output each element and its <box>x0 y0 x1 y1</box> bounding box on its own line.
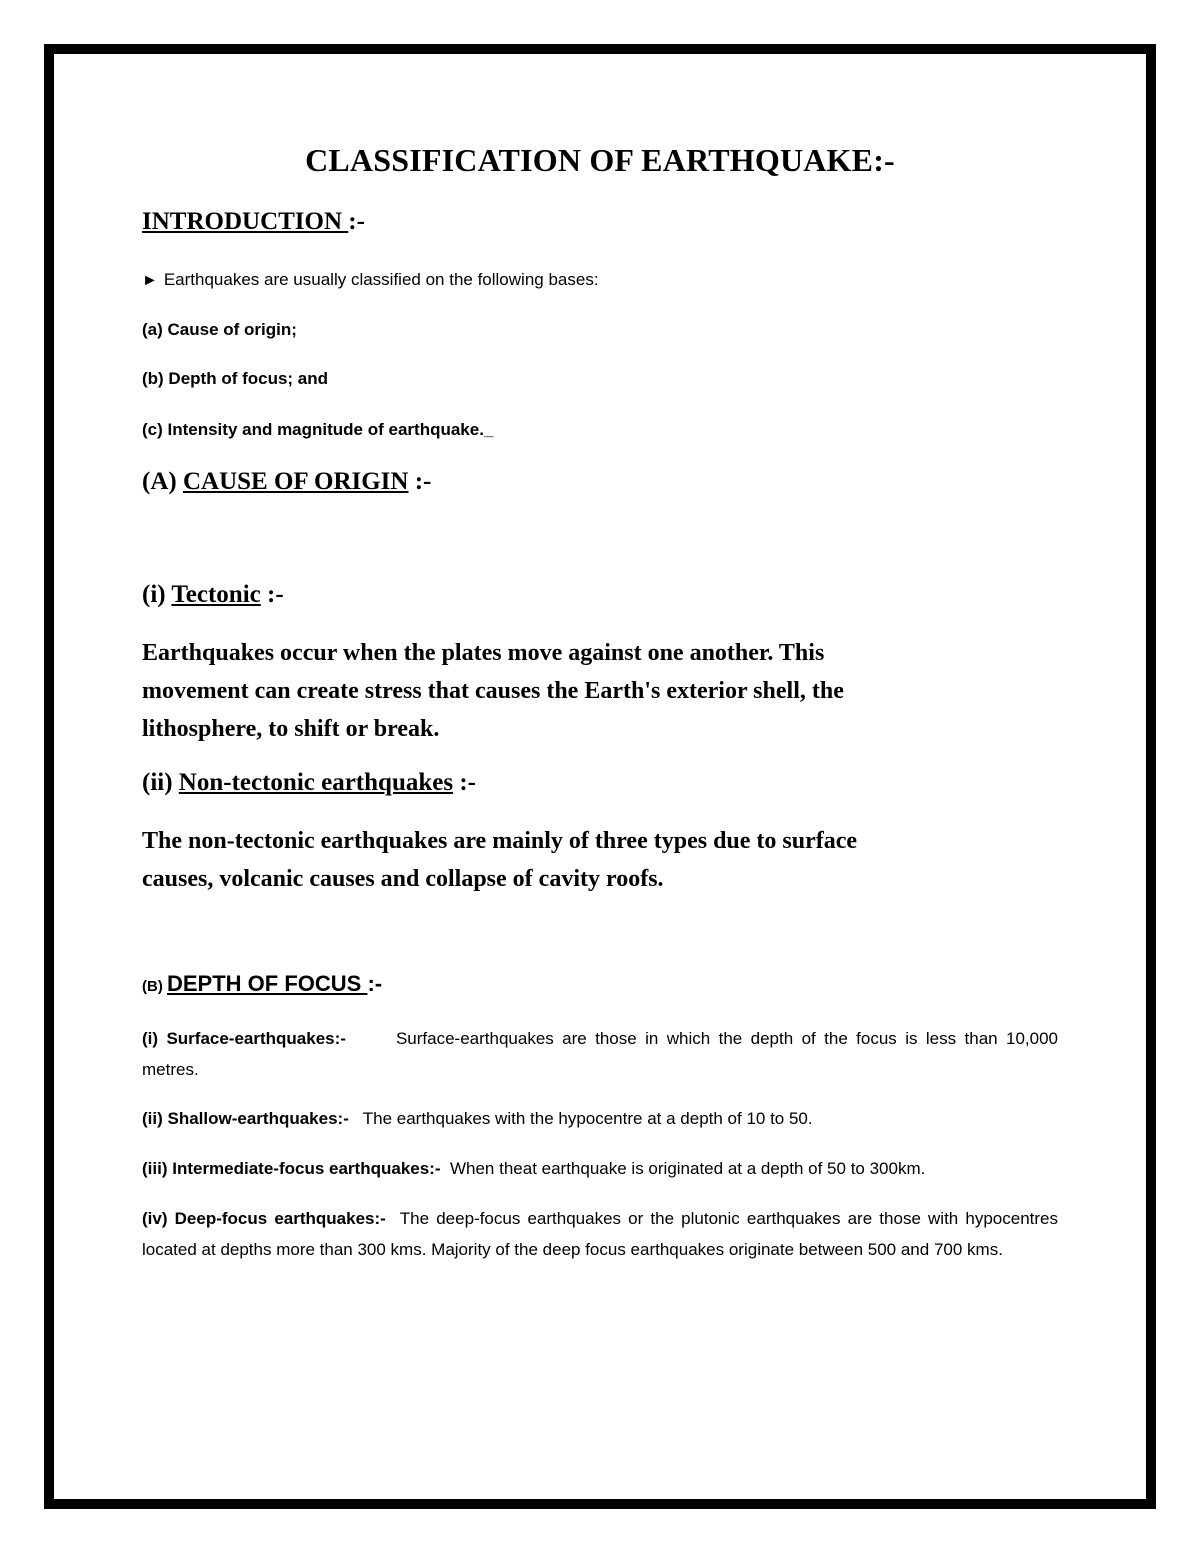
subsection-suffix: :- <box>453 769 476 796</box>
section-suffix: :- <box>367 971 383 996</box>
intro-heading <box>142 208 365 236</box>
focus-item-label: (iv) Deep-focus earthquakes:- <box>142 1209 386 1228</box>
basis-item-text: (c) Intensity and magnitude of earthquake._ <box>142 420 494 439</box>
cause-of-origin-heading <box>142 468 431 496</box>
non-tectonic-heading <box>142 769 476 797</box>
focus-item-text: The deep-focus earthquakes or the plutonic earthquakes are those with hypocentres located at depths more than 300 kms. Majority of the deep focus earthquakes originate between 500 and 700 kms. <box>142 1209 1059 1259</box>
subsection-suffix: :- <box>260 581 284 608</box>
section-prefix: (B) <box>142 978 167 995</box>
section-title: DEPTH OF FOCUS <box>167 971 368 996</box>
right-triangle-icon: ► <box>142 272 158 289</box>
paragraph-line: movement can create stress that causes the Earth's exterior shell, the <box>142 678 844 704</box>
basis-item <box>142 320 297 340</box>
focus-item-surface <box>142 1023 1058 1085</box>
paragraph-line: lithosphere, to shift or break. <box>142 716 440 742</box>
focus-item-text: The earthquakes with the hypocentre at a depth of 10 to 50. <box>362 1109 813 1128</box>
non-tectonic-paragraph <box>142 822 1058 898</box>
basis-item-text: (a) Cause of origin; <box>142 320 297 339</box>
section-suffix: :- <box>408 468 432 495</box>
intro-heading-suffix: :- <box>348 208 365 235</box>
basis-item <box>142 420 493 440</box>
tectonic-paragraph <box>142 634 1058 748</box>
page-title: CLASSIFICATION OF EARTHQUAKE:- <box>305 142 895 178</box>
focus-item-label: (iii) Intermediate-focus earthquakes:- <box>142 1159 441 1178</box>
paragraph-line: causes, volcanic causes and collapse of cavity roofs. <box>142 866 664 892</box>
depth-of-focus-heading <box>142 971 382 997</box>
basis-item <box>142 369 328 389</box>
focus-item-intermediate <box>142 1153 1058 1184</box>
basis-item-text: (b) Depth of focus; and <box>142 369 329 388</box>
intro-bullet <box>142 270 599 290</box>
focus-item-label: (i) Surface-earthquakes:- <box>142 1029 346 1048</box>
intro-heading-label: INTRODUCTION <box>142 208 349 235</box>
paragraph-line: Earthquakes occur when the plates move against one another. This <box>142 640 825 666</box>
paragraph-line: The non-tectonic earthquakes are mainly of three types due to surface <box>142 828 858 854</box>
focus-item-label: (ii) Shallow-earthquakes:- <box>142 1109 349 1128</box>
subsection-title: Tectonic <box>171 581 261 608</box>
tectonic-heading <box>142 581 284 609</box>
focus-item-text: When theat earthquake is originated at a depth of 50 to 300km. <box>449 1159 926 1178</box>
focus-item-shallow <box>142 1103 1058 1134</box>
section-title: CAUSE OF ORIGIN <box>182 468 409 495</box>
intro-bullet-text: Earthquakes are usually classified on the following bases: <box>163 270 599 289</box>
focus-item-deep <box>142 1203 1058 1265</box>
section-prefix: (A) <box>142 468 183 495</box>
subsection-prefix: (ii) <box>142 769 179 796</box>
subsection-prefix: (i) <box>142 581 172 608</box>
subsection-title: Non-tectonic earthquakes <box>178 769 454 796</box>
focus-item-text: Surface-earthquakes are those in which the depth of the focus is less than 10,000 metres. <box>142 1029 1058 1079</box>
